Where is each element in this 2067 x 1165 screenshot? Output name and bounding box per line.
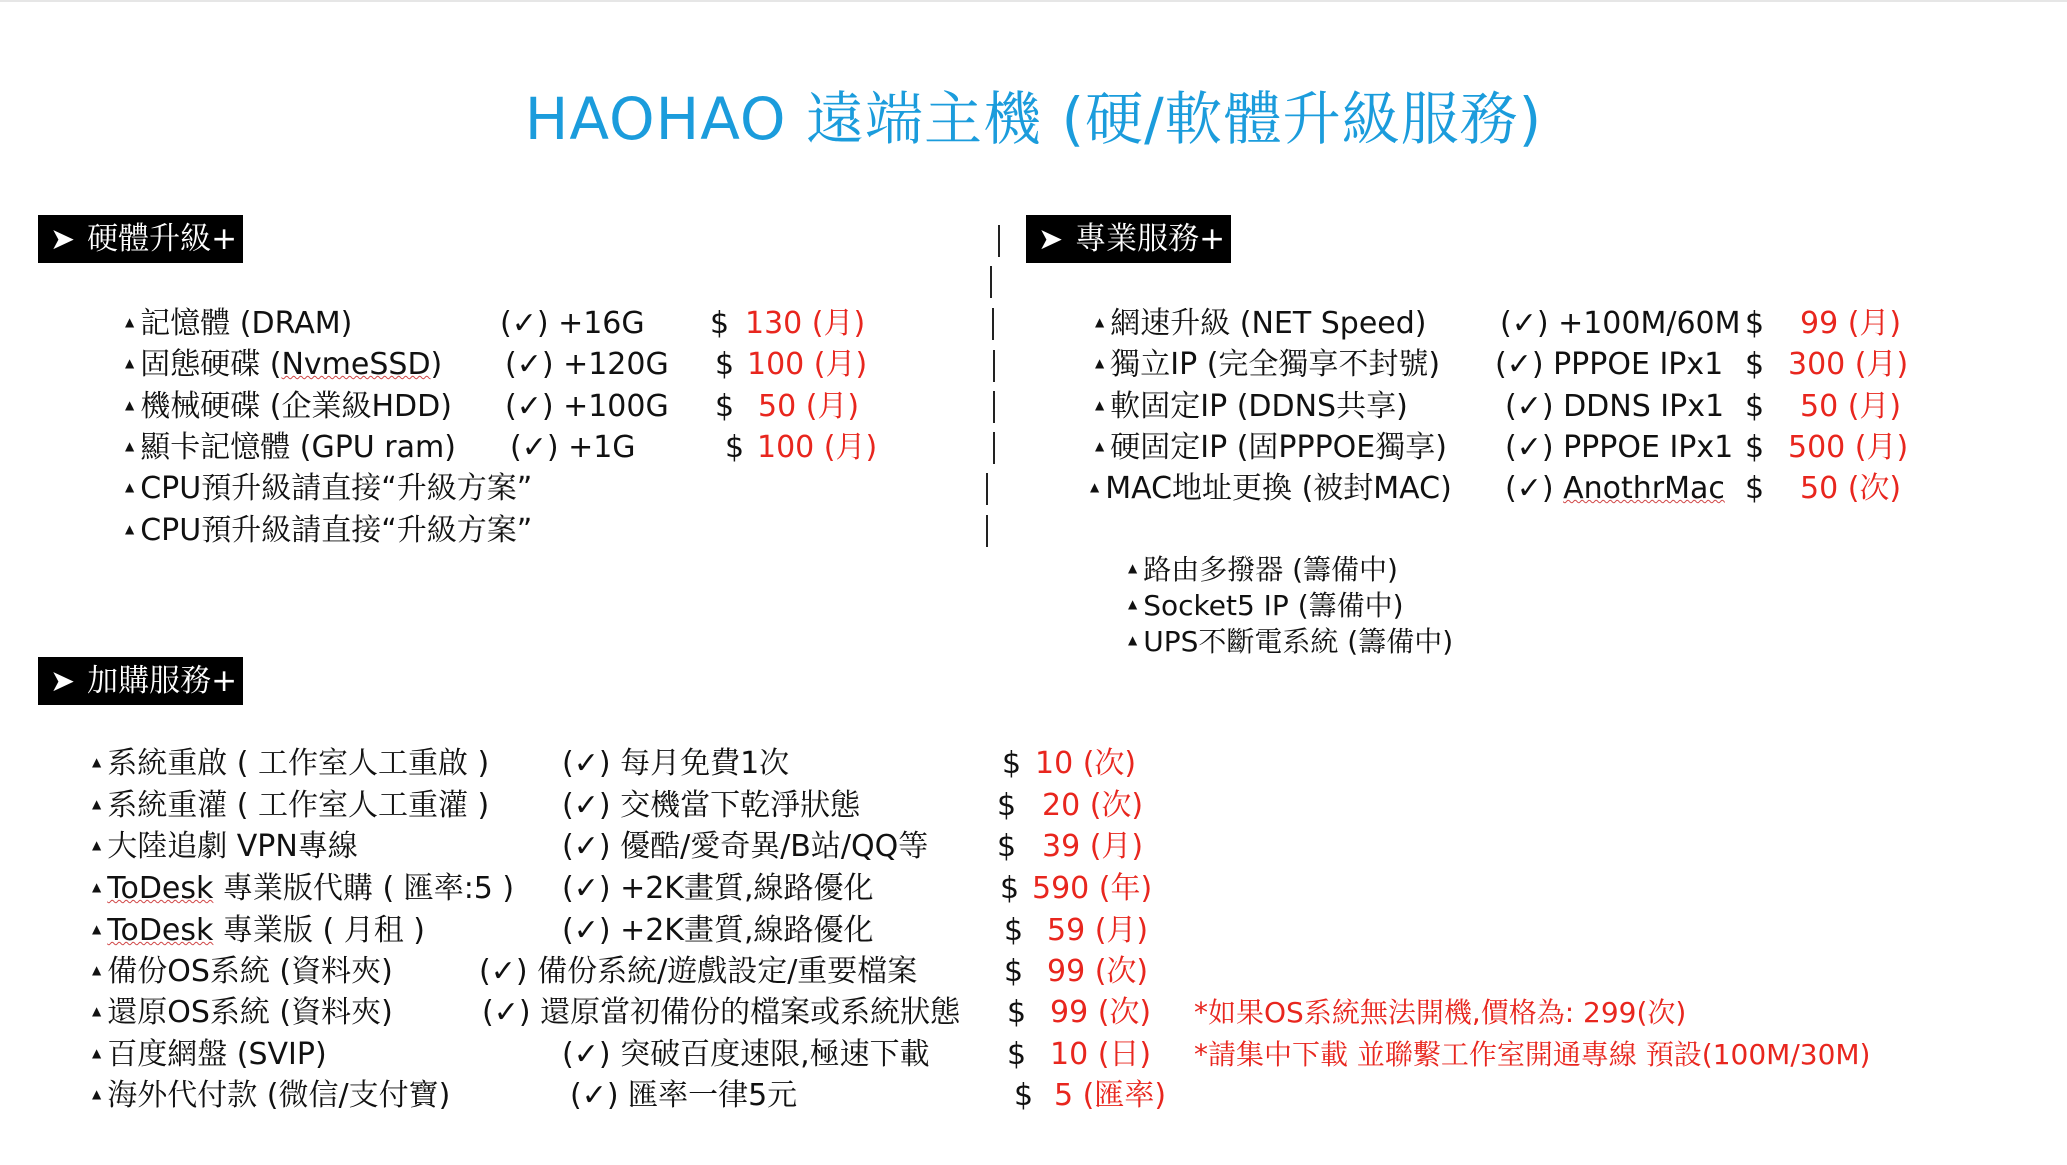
item-spec: (✓) AnothrMac bbox=[1505, 471, 1725, 506]
item-dollar: $ bbox=[1745, 347, 1765, 382]
item-spec: (✓) 優酷/愛奇異/B站/QQ等 bbox=[562, 829, 929, 864]
hardware-item-cpu-note bbox=[125, 468, 985, 510]
column-divider bbox=[990, 266, 992, 298]
addon-item-vpn bbox=[92, 826, 2042, 868]
item-dollar: $ bbox=[997, 829, 1017, 864]
item-price: 590 (年) bbox=[1032, 871, 1153, 906]
triangle-icon: ▲ bbox=[92, 796, 102, 811]
pro-item-dedicated-ip bbox=[1095, 344, 2035, 386]
item-dollar: $ bbox=[1007, 995, 1027, 1030]
triangle-icon: ▲ bbox=[1095, 438, 1105, 453]
item-name: ▲ 獨立IP (完全獨享不封號) bbox=[1095, 347, 1441, 382]
item-name: ▲ 硬固定IP (固PPPOE獨享) bbox=[1095, 430, 1447, 465]
hardware-item-hdd bbox=[125, 386, 985, 428]
preparing-item: ▲ Socket5 IP (籌備中) bbox=[1128, 589, 1404, 622]
item-price: 5 (匯率) bbox=[1054, 1078, 1167, 1113]
item-dollar: $ bbox=[1000, 871, 1020, 906]
item-dollar: $ bbox=[1004, 913, 1024, 948]
pro-item-hard-fixed-ip bbox=[1095, 427, 2035, 469]
item-price: 20 (次) bbox=[1042, 788, 1144, 823]
item-dollar: $ bbox=[1745, 430, 1765, 465]
item-price: 500 (月) bbox=[1788, 430, 1909, 465]
item-dollar: $ bbox=[1014, 1078, 1034, 1113]
triangle-icon: ▲ bbox=[92, 1003, 102, 1018]
pro-item-mac-change bbox=[1090, 468, 2035, 510]
item-dollar: $ bbox=[710, 306, 730, 341]
item-name: ▲ CPU預升級請直接“升級方案” bbox=[125, 471, 533, 506]
item-dollar: $ bbox=[725, 430, 745, 465]
item-spec: (✓) 備份系統/遊戲設定/重要檔案 bbox=[479, 954, 918, 989]
triangle-icon: ▲ bbox=[125, 479, 135, 494]
item-spec: (✓) DDNS IPx1 bbox=[1505, 389, 1725, 424]
item-dollar: $ bbox=[1745, 306, 1765, 341]
item-dollar: $ bbox=[997, 788, 1017, 823]
item-name: ▲ 記憶體 (DRAM) bbox=[125, 306, 353, 341]
hardware-item-gpu-ram bbox=[125, 427, 985, 469]
addon-item-reboot bbox=[92, 743, 2042, 785]
item-price: 10 (次) bbox=[1035, 746, 1137, 781]
item-name: ▲ 備份OS系統 (資料夾) bbox=[92, 954, 393, 989]
triangle-icon: ▲ bbox=[1128, 597, 1138, 611]
item-spec: (✓) 交機當下乾淨狀態 bbox=[562, 788, 861, 823]
column-divider bbox=[993, 391, 995, 423]
pro-item-net-speed bbox=[1095, 303, 2035, 345]
item-name: ▲ 海外代付款 (微信/支付寶) bbox=[92, 1078, 451, 1113]
hardware-section-heading bbox=[38, 215, 243, 263]
item-name: ▲ MAC地址更換 (被封MAC) bbox=[1090, 471, 1452, 506]
hardware-item-ssd bbox=[125, 344, 985, 386]
column-divider bbox=[986, 515, 988, 547]
arrow-icon: ➤ bbox=[1038, 222, 1064, 257]
triangle-icon: ▲ bbox=[92, 879, 102, 894]
column-divider bbox=[998, 225, 1000, 257]
item-note: *請集中下載 並聯繫工作室開通專線 預設(100M/30M) bbox=[1194, 1038, 1871, 1071]
hardware-item-dram bbox=[125, 303, 985, 345]
item-spec: (✓) +2K畫質,線路優化 bbox=[562, 871, 874, 906]
addon-item-backup-os bbox=[92, 951, 2042, 993]
triangle-icon: ▲ bbox=[92, 962, 102, 977]
item-name: ▲ ToDesk 專業版 ( 月租 ) bbox=[92, 913, 425, 948]
item-name: ▲ CPU預升級請直接“升級方案” bbox=[125, 513, 533, 548]
item-spec: (✓) +100G bbox=[505, 389, 669, 424]
triangle-icon: ▲ bbox=[125, 397, 135, 412]
item-price: 130 (月) bbox=[745, 306, 866, 341]
arrow-icon: ➤ bbox=[50, 222, 76, 257]
item-dollar: $ bbox=[1745, 471, 1765, 506]
item-dollar: $ bbox=[715, 347, 735, 382]
column-divider bbox=[993, 432, 995, 464]
triangle-icon: ▲ bbox=[1128, 633, 1138, 647]
addon-item-restore-os bbox=[92, 992, 2042, 1034]
item-name: ▲ 顯卡記憶體 (GPU ram) bbox=[125, 430, 456, 465]
item-spec: (✓) PPPOE IPx1 bbox=[1505, 430, 1734, 465]
item-dollar: $ bbox=[1007, 1037, 1027, 1072]
addon-item-overseas-payment bbox=[92, 1075, 2042, 1117]
item-dollar: $ bbox=[1002, 746, 1022, 781]
item-price: 50 (次) bbox=[1800, 471, 1902, 506]
item-name: ▲ 固態硬碟 (NvmeSSD) bbox=[125, 347, 443, 382]
addon-item-reinstall bbox=[92, 785, 2042, 827]
column-divider bbox=[986, 473, 988, 505]
item-name: ▲ 機械硬碟 (企業級HDD) bbox=[125, 389, 452, 424]
item-price: 100 (月) bbox=[747, 347, 868, 382]
item-spec: (✓) 還原當初備份的檔案或系統狀態 bbox=[482, 995, 961, 1030]
triangle-icon: ▲ bbox=[1095, 355, 1105, 370]
item-price: 39 (月) bbox=[1042, 829, 1144, 864]
column-divider bbox=[993, 350, 995, 382]
item-spec: (✓) 每月免費1次 bbox=[562, 746, 790, 781]
item-price: 99 (月) bbox=[1800, 306, 1902, 341]
triangle-icon: ▲ bbox=[125, 438, 135, 453]
triangle-icon: ▲ bbox=[1128, 561, 1138, 575]
item-price: 50 (月) bbox=[758, 389, 860, 424]
item-name: ▲ 系統重灌 ( 工作室人工重灌 ) bbox=[92, 788, 490, 823]
pro-section-heading bbox=[1026, 215, 1231, 263]
item-spec: (✓) +100M/60M bbox=[1500, 306, 1741, 341]
addon-item-todesk-monthly bbox=[92, 910, 2042, 952]
addon-section-heading bbox=[38, 657, 243, 705]
item-spec: (✓) 突破百度速限,極速下載 bbox=[562, 1037, 930, 1072]
arrow-icon: ➤ bbox=[50, 664, 76, 699]
top-border bbox=[0, 0, 2067, 2]
item-name: ▲ 系統重啟 ( 工作室人工重啟 ) bbox=[92, 746, 490, 781]
triangle-icon: ▲ bbox=[92, 1045, 102, 1060]
pro-item-soft-fixed-ip bbox=[1095, 386, 2035, 428]
triangle-icon: ▲ bbox=[125, 521, 135, 536]
triangle-icon: ▲ bbox=[92, 754, 102, 769]
item-spec: (✓) +120G bbox=[505, 347, 669, 382]
page-title: HAOHAO 遠端主機 (硬/軟體升級服務) bbox=[524, 85, 1543, 153]
item-name: ▲ 大陸追劇 VPN專線 bbox=[92, 829, 358, 864]
item-spec: (✓) +2K畫質,線路優化 bbox=[562, 913, 874, 948]
preparing-item: ▲ 路由多撥器 (籌備中) bbox=[1128, 553, 1398, 586]
item-spec: (✓) +16G bbox=[500, 306, 645, 341]
triangle-icon: ▲ bbox=[1095, 397, 1105, 412]
item-spec: (✓) PPPOE IPx1 bbox=[1495, 347, 1724, 382]
item-name: ▲ 還原OS系統 (資料夾) bbox=[92, 995, 393, 1030]
item-price: 99 (次) bbox=[1050, 995, 1152, 1030]
item-note: *如果OS系統無法開機,價格為: 299(次) bbox=[1194, 996, 1687, 1029]
triangle-icon: ▲ bbox=[1090, 479, 1100, 494]
item-price: 300 (月) bbox=[1788, 347, 1909, 382]
triangle-icon: ▲ bbox=[92, 837, 102, 852]
item-dollar: $ bbox=[715, 389, 735, 424]
item-price: 50 (月) bbox=[1800, 389, 1902, 424]
item-price: 100 (月) bbox=[757, 430, 878, 465]
addon-heading-label: 加購服務+ bbox=[87, 663, 238, 699]
addon-item-baidu-svip bbox=[92, 1034, 2042, 1076]
item-price: 99 (次) bbox=[1047, 954, 1149, 989]
triangle-icon: ▲ bbox=[1095, 314, 1105, 329]
item-name: ▲ 網速升級 (NET Speed) bbox=[1095, 306, 1427, 341]
triangle-icon: ▲ bbox=[92, 1086, 102, 1101]
item-spec: (✓) 匯率一律5元 bbox=[570, 1078, 798, 1113]
item-name: ▲ 軟固定IP (DDNS共享) bbox=[1095, 389, 1408, 424]
addon-item-todesk-yearly bbox=[92, 868, 2042, 910]
hardware-item-cpu-note bbox=[125, 510, 985, 552]
preparing-item: ▲ UPS不斷電系統 (籌備中) bbox=[1128, 625, 1454, 658]
item-name: ▲ ToDesk 專業版代購 ( 匯率:5 ) bbox=[92, 871, 515, 906]
item-price: 10 (日) bbox=[1050, 1037, 1152, 1072]
item-spec: (✓) +1G bbox=[510, 430, 636, 465]
triangle-icon: ▲ bbox=[92, 921, 102, 936]
column-divider bbox=[992, 308, 994, 340]
pro-heading-label: 專業服務+ bbox=[1075, 221, 1226, 257]
item-dollar: $ bbox=[1004, 954, 1024, 989]
hardware-heading-label: 硬體升級+ bbox=[87, 221, 238, 257]
triangle-icon: ▲ bbox=[125, 314, 135, 329]
triangle-icon: ▲ bbox=[125, 355, 135, 370]
item-price: 59 (月) bbox=[1047, 913, 1149, 948]
item-name: ▲ 百度網盤 (SVIP) bbox=[92, 1037, 327, 1072]
item-dollar: $ bbox=[1745, 389, 1765, 424]
